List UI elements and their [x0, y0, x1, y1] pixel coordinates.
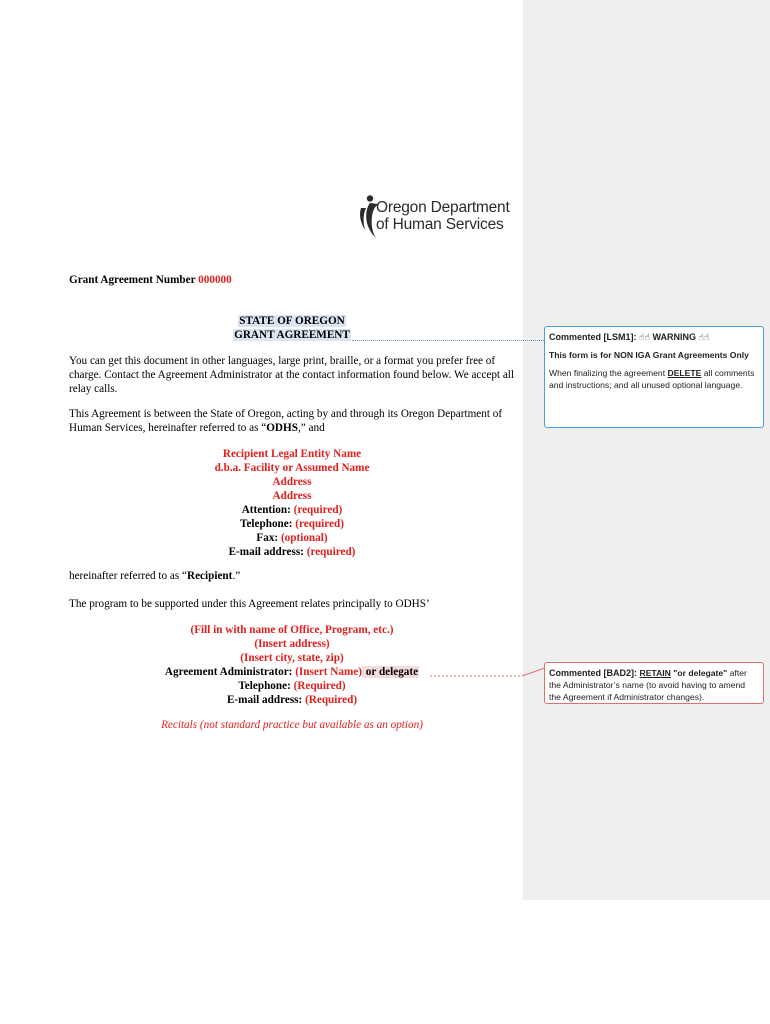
comment-anchor-line-1: [352, 340, 544, 342]
recipient-address-1: Address: [272, 476, 312, 488]
recipient-email: E-mail address: (required): [228, 546, 356, 558]
title-line-2: GRANT AGREEMENT: [234, 329, 350, 341]
recipient-address-2: Address: [272, 490, 312, 502]
comment-lsm1-header: Commented [LSM1]: ☝☝ WARNING ☝☝: [549, 332, 710, 342]
grant-agreement-number: Grant Agreement Number 000000: [69, 274, 232, 286]
parties-paragraph: This Agreement is between the State of Oregon, acting by and through its Oregon Department of Human Services, hereinafter referred to as “ODHS,” and: [69, 408, 503, 434]
comment-lsm1-line-2: When finalizing the agreement DELETE all comments and instructions; and all unused optional language.: [549, 368, 755, 390]
recitals-text: Recitals (not standard practice but available as an option): [161, 719, 423, 731]
comment-lsm1[interactable]: [544, 326, 764, 428]
pointing-hand-icon: ☝☝: [639, 332, 650, 342]
recipient-attention: Attention: (required): [241, 504, 343, 516]
comment-lsm1-line-1: This form is for NON IGA Grant Agreements Only: [549, 350, 749, 360]
agreement-administrator: Agreement Administrator: (Insert Name) or delegate: [164, 666, 419, 678]
recipient-reference: hereinafter referred to as “Recipient.”: [69, 570, 241, 582]
comment-bad2-text: after the Administrator’s name (to avoid having to amend the Agreement if Administrator changes).: [549, 668, 747, 702]
pointing-hand-icon: ☝☝: [698, 332, 710, 342]
accessibility-paragraph: You can get this document in other languages, large print, braille, or a format you prefer free of charge. Contact the Agreement Administrator at the contact information found below. We accept all relay calls.: [69, 355, 514, 395]
recipient-fax: Fax: (optional): [256, 532, 328, 544]
comment-anchor-line-2: [430, 665, 546, 679]
grant-number-value: 000000: [198, 274, 232, 286]
comment-bad2[interactable]: Commented [BAD2]: RETAIN "or delegate" after the Administrator’s name (to avoid having to amend the Agreement if Administrator changes).: [544, 662, 764, 704]
document-title: [200, 314, 384, 342]
program-office: (Fill in with name of Office, Program, etc.): [190, 624, 394, 636]
recipient-telephone: Telephone: (required): [240, 518, 344, 530]
recipient-dba: d.b.a. Facility or Assumed Name: [214, 462, 370, 474]
program-city: (Insert city, state, zip): [240, 652, 344, 664]
title-line-1: STATE OF OREGON: [239, 315, 345, 327]
logo-line-1: Oregon Department: [376, 199, 510, 216]
program-email: E-mail address: (Required): [226, 694, 358, 706]
program-telephone: Telephone: (Required): [238, 680, 346, 692]
recipient-legal-name: Recipient Legal Entity Name: [222, 448, 362, 460]
program-address: (Insert address): [254, 638, 330, 650]
recipient-block: [92, 447, 492, 559]
comment-pane: [523, 0, 770, 900]
program-paragraph: The program to be supported under this Agreement relates principally to ODHS’: [69, 598, 430, 610]
logo-line-2: of Human Services: [376, 216, 504, 233]
